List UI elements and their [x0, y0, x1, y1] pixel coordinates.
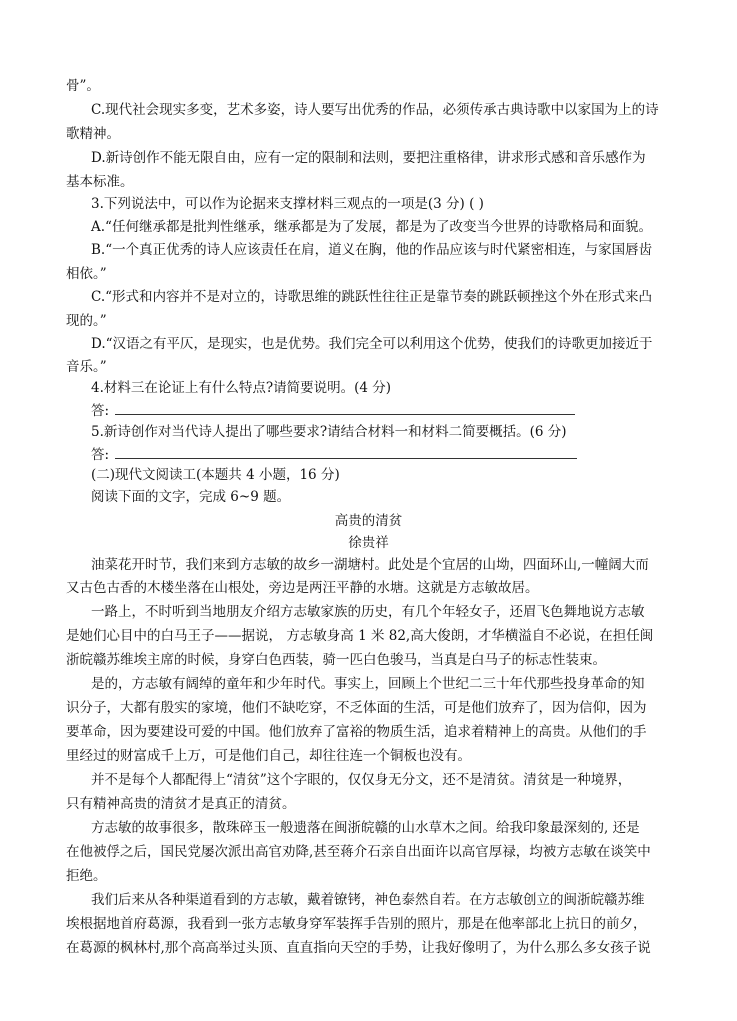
answer-area-5	[91, 444, 577, 465]
instruction-line: 阅读下面的文字，完成 6~9 题。	[91, 489, 291, 505]
q3-option-b: B.“一个真正优秀的诗人应该责任在肩，道义在胸，他的作品应该与时代紧密相连，与家国唇齿	[91, 242, 653, 258]
answer-blank	[115, 444, 577, 459]
article-line: 浙皖赣苏维埃主席的时候，身穿白色西装，骑一匹白色骏马，当真是白马子的标志性装束。	[66, 652, 606, 668]
article-line: 在葛源的枫林村,那个高高举过头顶、直直指向天空的手势，让我好像明了，为什么那么多女孩子说	[66, 940, 651, 956]
article-line: 并不是每个人都配得上“清贫”这个字眼的，仅仅身无分文，还不是清贫。清贫是一种境界，	[91, 772, 632, 788]
section-heading: (二)现代文阅读工(本题共 4 小题，16 分)	[91, 467, 340, 483]
q3-option-a: A.“任何继承都是批判性继承，继承都是为了发展，都是为了改变当今世界的诗歌格局和面貌。	[91, 219, 652, 235]
article-line: 识分子，大都有殷实的家境，他们不缺吃穿，不乏体面的生活，可是他们放弃了，因为信仰，因为	[66, 700, 647, 716]
text-line: 基本标准。	[66, 174, 134, 190]
article-line: 只有精神高贵的清贫才是真正的清贫。	[66, 796, 296, 812]
article-line: 一路上，不时听到当地朋友介绍方志敏家族的历史，有几个年轻女子，还眉飞色舞地说方志敏	[91, 604, 645, 620]
q3-option-c: C.“形式和内容并不是对立的，诗歌思维的跳跃性往往正是靠节奏的跳跃顿挫这个外在形式来凸	[91, 289, 653, 305]
article-line: 我们后来从各种渠道看到的方志敏，戴着镣铐，神色泰然自若。在方志敏创立的闽浙皖赣苏维	[91, 892, 645, 908]
article-line: 是她们心目中的白马王子——据说， 方志敏身高 1 米 82,高大俊朗，才华横溢自不必说，在担任闽	[66, 628, 654, 644]
question-4: 4.材料三在论证上有什么特点?请简要说明。(4 分)	[91, 380, 392, 396]
text-line: 音乐。”	[66, 359, 107, 375]
question-5: 5.新诗创作对当代诗人提出了哪些要求?请结合材料一和材料二简要概括。(6 分)	[91, 424, 567, 440]
article-line: 里经过的财富成千上万，可是他们自己，却往往连一个铜板也没有。	[66, 748, 471, 764]
article-line: 要革命，因为要建设可爱的中国。他们放弃了富裕的物质生活，追求着精神上的高贵。从他们的手	[66, 724, 647, 740]
article-title: 高贵的清贫	[334, 513, 403, 529]
option-d-line: D.新诗创作不能无限自由，应有一定的限制和法则，要把注重格律，讲求形式感和音乐感作为	[91, 150, 646, 166]
answer-blank	[115, 400, 575, 415]
article-line: 在他被俘之后，国民党屡次派出高官劝降,甚至蒋介石亲自出面许以高官厚禄，均被方志敏在谈笑中	[66, 844, 651, 860]
article-author: 徐贵祥	[348, 535, 389, 551]
article-line: 又古色古香的木楼坐落在山根处，旁边是两汪平静的水塘。这就是方志敏故居。	[66, 580, 539, 596]
q3-option-d: D.“汉语之有平仄，是现实，也是优势。我们完全可以利用这个优势，使我们的诗歌更加接近于	[91, 336, 653, 352]
text-line: 相依。”	[66, 266, 107, 282]
article-line: 油菜花开时节，我们来到方志敏的故乡一湖塘村。此处是个宜居的山坳，四面环山,一幢阔大而	[91, 557, 649, 573]
text-line: 骨”。	[66, 78, 100, 94]
text-line: 歌精神。	[66, 126, 120, 142]
option-c-line: C.现代社会现实多变，艺术多姿，诗人要写出优秀的作品，必须传承古典诗歌中以家国为上的诗	[91, 102, 659, 118]
article-line: 埃根据地首府葛源，我看到一张方志敏身穿军装挥手告别的照片，那是在他率部北上抗日的前夕，	[66, 916, 647, 932]
article-line: 是的，方志敏有阔绰的童年和少年时代。事实上，回顾上个世纪二三十年代那些投身革命的知	[91, 676, 645, 692]
text-line: 现的。”	[66, 313, 107, 329]
question-3: 3.下列说法中，可以作为论据来支撑材料三观点的一项是(3 分) ( )	[91, 196, 484, 212]
answer-area-4	[91, 400, 575, 421]
article-line: 方志敏的故事很多，散珠碎玉一般遗落在闽浙皖赣的山水草木之间。给我印象最深刻的, 还是	[91, 820, 640, 836]
article-line: 拒绝。	[66, 868, 107, 884]
answer-label: 答:	[91, 403, 110, 419]
answer-label: 答:	[91, 447, 110, 463]
